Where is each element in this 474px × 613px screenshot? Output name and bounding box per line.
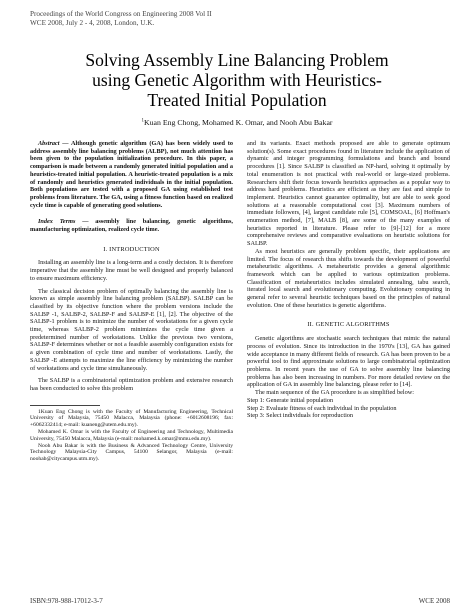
page-footer bbox=[30, 597, 450, 605]
footer-conference: WCE 2008 bbox=[418, 597, 450, 605]
intro-paragraph: The classical decision problem of optimally balancing the assembly line is known as simple assembly line balancing problem (SALBP). SALBP can be classified by its objective function where the problem versions include the SALBP -1, SALBP-2, SALBP-F and SALBP-E [1], [2]. The objective of the SALBP-1 problem is to minimize the number of workstations for a given cycle time, whereas SALBP-2 problem minimizes the cycle time given a predetermined number of workstations. Unlike the previous two versions, SALBP-F determines whether or not a feasible assembly configuration exists for a given combination of cycle time and number of workstations. Lastly, the SALBP -E attempts to maximize the line efficiency by minimizing the number of workstations and cycle time simultaneously. bbox=[30, 287, 233, 372]
ga-paragraph: Genetic algorithms are stochastic search techniques that mimic the natural process of evolution. Since its introduction in the 1970's [13], GA has gained wide acceptance in many different fields of research. GA has been proven to be a powerful tool to find approximate solutions to large combinatorial optimization problems. In recent years the use of GA to solve assembly line balancing problems has also been increasing in numbers. For more detailed review on the application of GA in assembly line balancing, please refer to [14]. bbox=[247, 335, 450, 389]
author-list bbox=[30, 118, 444, 127]
title-line-3: Treated Initial Population bbox=[147, 90, 327, 110]
ga-step: Step 3: Select individuals for reproduction bbox=[247, 412, 354, 420]
ga-steps-list bbox=[247, 397, 450, 420]
section-heading-introduction: I. INTRODUCTION bbox=[103, 245, 160, 253]
title-line-1: Solving Assembly Line Balancing Problem bbox=[85, 50, 389, 70]
ga-step: Step 1: Generate initial population bbox=[247, 396, 334, 404]
section-heading-genetic-algorithms: II. GENETIC ALGORITHMS bbox=[307, 321, 390, 329]
left-column bbox=[30, 140, 233, 463]
footnote: Nooh Abu Bakar is with the Business & Advanced Technology Centre, University Technology Malaysia-City Campus, 54100 Selangor, Malaysia (e-mail: noohab@citycampus.utm.my). bbox=[30, 442, 233, 463]
index-terms bbox=[30, 218, 233, 233]
abstract-label: Abstract bbox=[38, 140, 60, 147]
right-column bbox=[247, 140, 450, 463]
ga-paragraph: The main sequence of the GA procedure is as simplified below: bbox=[255, 389, 414, 397]
body-paragraph: and its variants. Exact methods proposed are able to generate optimum solution(s). Some exact procedures found in literature include the application of dynamic and integer programming formulations and branch and bound procedures [1]. Since SALBP is classified as NP-hard, solving it optimally by total enumeration is not practical with real-world or large-sized problems. Researchers shift their focus towards heuristics approaches as a popular way to address hard problems. Heuristics are efficient as they are fast and simple to implement. Heuristics cannot guarantee optimality, but are able to seek good solutions at a reasonable computational cost [3]. Maximum numbers of immediate followers, [4], largest candidate rule [5], COMSOAL, [6] Hoffman's enumeration method, [7], MALB [8], are some of the many examples of heuristics reported in literature. Please refer to [9]-[12] for a more comprehensive reviews and comparative evaluations on heuristic solutions for SALBP. bbox=[247, 140, 450, 248]
paper-title bbox=[30, 50, 444, 110]
footnote: Mohamed K. Omar is with the Faculty of Engineering and Technology, Multimedia University, 75450 Malacca, Malaysia (e-mail: mohamed.k.omar@mmu.edu.my). bbox=[30, 429, 233, 442]
index-terms-label: Index Terms bbox=[38, 218, 76, 226]
running-header bbox=[30, 10, 444, 28]
abstract bbox=[30, 140, 233, 209]
index-terms-text: — assembly line balancing, genetic algorithms, manufacturing optimization, realized cycle time. bbox=[30, 218, 233, 234]
title-line-2: using Genetic Algorithm with Heuristics- bbox=[92, 70, 382, 90]
header-line-1: Proceedings of the World Congress on Engineering 2008 Vol II bbox=[30, 10, 212, 18]
ga-step: Step 2: Evaluate fitness of each individual in the population bbox=[247, 404, 397, 412]
abstract-text: — Although genetic algorithm (GA) has been widely used to address assembly line balancing problems (ALBP), not much attention has been given to the population initialization procedure. In this paper, a comparison is made between a randomly generated initial population and a heuristics-treated initial population. A heuristic-treated population is a mix of randomly and heuristics generated individuals in the initial population. Both populations are tested with a proposed GA using established test problems from literature. The GA, using a fitness function based on realized cycle time is capable of generating good solutions. bbox=[30, 140, 233, 209]
body-paragraph: As most heuristics are generally problem specific, their applications are limited. The focus of research thus shifts towards the development of powerful metaheuristic algorithms. A metaheuristic provides a general algorithmic framework which can be applied to various optimization problems. Classification of metaheuristics includes simulated annealing, tabu search, iterated local search and evolutionary computing. Evolutionary computing in general refer to several heuristic techniques based on the principles of natural evolution. One of these heuristics is genetic algorithms. bbox=[247, 247, 450, 309]
footnote: 1Kuan Eng Chong is with the Faculty of Manufacturing Engineering, Technical University of Malaysia, 75450 Malacca, Malaysia (phone: +6012608196; fax: +6062332414; e-mail: kuaneng@utem.edu.my). bbox=[30, 408, 233, 429]
author-names: Kuan Eng Chong, Mohamed K. Omar, and Nooh Abu Bakar bbox=[143, 118, 333, 127]
intro-paragraph: The SALBP is a combinatorial optimization problem and extensive research has been conducted to solve this problem bbox=[30, 377, 233, 392]
footer-isbn: ISBN:978-988-17012-3-7 bbox=[30, 597, 103, 605]
two-column-body bbox=[30, 140, 450, 463]
header-line-2: WCE 2008, July 2 - 4, 2008, London, U.K. bbox=[30, 19, 155, 27]
author-footnote-mark: 1 bbox=[141, 118, 144, 124]
intro-paragraph: Installing an assembly line is a long-term and a costly decision. It is therefore imperative that the assembly line must be well designed and properly balanced to ensure maximum efficiency. bbox=[30, 259, 233, 282]
